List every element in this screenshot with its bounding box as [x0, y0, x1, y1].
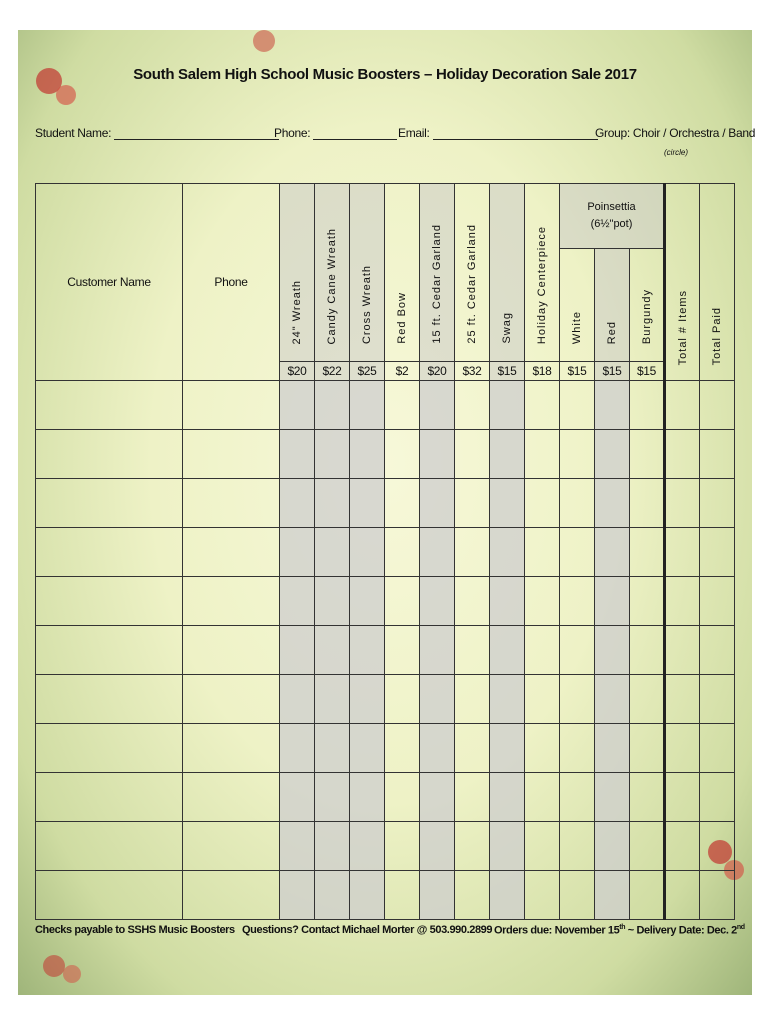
item-qty-cell[interactable] [525, 871, 560, 920]
item-qty-cell[interactable] [630, 577, 665, 626]
customer-name-cell[interactable] [36, 479, 183, 528]
item-qty-cell[interactable] [630, 773, 665, 822]
item-qty-cell[interactable] [525, 773, 560, 822]
total-items-cell[interactable] [665, 822, 700, 871]
item-qty-cell[interactable] [385, 773, 420, 822]
item-qty-cell[interactable] [595, 871, 630, 920]
student-name-label: Student Name: [35, 126, 112, 140]
item-qty-cell[interactable] [315, 577, 350, 626]
customer-name-cell[interactable] [36, 430, 183, 479]
customer-name-cell[interactable] [36, 675, 183, 724]
phone-blank[interactable] [313, 126, 397, 140]
item-qty-cell[interactable] [595, 822, 630, 871]
item-qty-cell[interactable] [280, 675, 315, 724]
item-qty-cell[interactable] [560, 822, 595, 871]
orders-due-note: Orders due: November 15th ~ Delivery Date: Dec. 2nd [494, 924, 745, 937]
item-header-swag: Swag [490, 184, 525, 362]
table-row [36, 773, 735, 822]
item-qty-cell[interactable] [350, 479, 385, 528]
total-items-cell[interactable] [665, 479, 700, 528]
item-qty-cell[interactable] [350, 773, 385, 822]
item-qty-cell[interactable] [595, 577, 630, 626]
customer-name-cell[interactable] [36, 577, 183, 626]
order-table [35, 183, 735, 920]
item-qty-cell[interactable] [420, 675, 455, 724]
item-qty-cell[interactable] [490, 479, 525, 528]
page-title: South Salem High School Music Boosters – Holiday Decoration Sale 2017 [133, 66, 637, 83]
total-paid-cell[interactable] [700, 430, 735, 479]
item-qty-cell[interactable] [280, 822, 315, 871]
item-qty-cell[interactable] [560, 773, 595, 822]
item-qty-cell[interactable] [315, 871, 350, 920]
customer-phone-cell[interactable] [183, 871, 280, 920]
item-qty-cell[interactable] [595, 724, 630, 773]
customer-name-cell[interactable] [36, 724, 183, 773]
item-qty-cell[interactable] [490, 577, 525, 626]
total-items-cell[interactable] [665, 675, 700, 724]
item-qty-cell[interactable] [525, 430, 560, 479]
holly-berry-decoration [63, 965, 81, 983]
customer-name-cell[interactable] [36, 381, 183, 430]
item-qty-cell[interactable] [560, 381, 595, 430]
item-qty-cell[interactable] [490, 773, 525, 822]
poinsettia-subtitle: (6½"pot) [590, 218, 633, 230]
phone-header: Phone [183, 184, 280, 381]
item-qty-cell[interactable] [455, 822, 490, 871]
total-paid-cell[interactable] [700, 381, 735, 430]
item-qty-cell[interactable] [315, 675, 350, 724]
total-items-cell[interactable] [665, 381, 700, 430]
total-items-cell[interactable] [665, 577, 700, 626]
item-qty-cell[interactable] [490, 724, 525, 773]
student-name-blank[interactable] [114, 126, 279, 140]
price-poinsettia-red: $15 [595, 362, 630, 381]
item-qty-cell[interactable] [630, 822, 665, 871]
item-qty-cell[interactable] [385, 724, 420, 773]
item-qty-cell[interactable] [595, 626, 630, 675]
item-qty-cell[interactable] [350, 822, 385, 871]
item-qty-cell[interactable] [595, 675, 630, 724]
email-field[interactable] [398, 126, 598, 140]
item-qty-cell[interactable] [420, 479, 455, 528]
item-qty-cell[interactable] [490, 822, 525, 871]
total-paid-cell[interactable] [700, 871, 735, 920]
item-qty-cell[interactable] [595, 528, 630, 577]
item-qty-cell[interactable] [280, 626, 315, 675]
total-items-cell[interactable] [665, 773, 700, 822]
item-qty-cell[interactable] [385, 577, 420, 626]
holly-berry-decoration [56, 85, 76, 105]
phone-label: Phone: [274, 126, 311, 140]
table-row [36, 626, 735, 675]
item-qty-cell[interactable] [455, 773, 490, 822]
customer-name-cell[interactable] [36, 822, 183, 871]
item-qty-cell[interactable] [385, 626, 420, 675]
item-header-cedar-garland-25: 25 ft. Cedar Garland [455, 184, 490, 362]
item-qty-cell[interactable] [455, 577, 490, 626]
item-qty-cell[interactable] [630, 479, 665, 528]
item-qty-cell[interactable] [490, 626, 525, 675]
item-qty-cell[interactable] [630, 871, 665, 920]
email-blank[interactable] [433, 126, 598, 140]
item-qty-cell[interactable] [455, 871, 490, 920]
total-paid-cell[interactable] [700, 479, 735, 528]
total-paid-cell[interactable] [700, 577, 735, 626]
item-qty-cell[interactable] [350, 724, 385, 773]
item-qty-cell[interactable] [455, 479, 490, 528]
item-qty-cell[interactable] [595, 479, 630, 528]
item-qty-cell[interactable] [420, 724, 455, 773]
customer-phone-cell[interactable] [183, 675, 280, 724]
item-qty-cell[interactable] [560, 528, 595, 577]
item-qty-cell[interactable] [630, 430, 665, 479]
item-qty-cell[interactable] [420, 430, 455, 479]
item-qty-cell[interactable] [315, 822, 350, 871]
item-qty-cell[interactable] [455, 675, 490, 724]
item-qty-cell[interactable] [350, 528, 385, 577]
item-qty-cell[interactable] [315, 381, 350, 430]
item-qty-cell[interactable] [455, 626, 490, 675]
item-qty-cell[interactable] [630, 528, 665, 577]
price-swag: $15 [490, 362, 525, 381]
item-qty-cell[interactable] [280, 773, 315, 822]
total-paid-cell[interactable] [700, 528, 735, 577]
order-rows [36, 381, 735, 920]
item-header-candy-cane-wreath: Candy Cane Wreath [315, 184, 350, 362]
item-qty-cell[interactable] [560, 626, 595, 675]
poinsettia-white-header: White [560, 249, 595, 362]
item-qty-cell[interactable] [385, 871, 420, 920]
item-qty-cell[interactable] [280, 479, 315, 528]
item-qty-cell[interactable] [525, 479, 560, 528]
customer-name-cell[interactable] [36, 871, 183, 920]
price-cedar-garland-25: $32 [455, 362, 490, 381]
item-qty-cell[interactable] [385, 675, 420, 724]
table-row [36, 479, 735, 528]
poinsettia-title: Poinsettia [587, 201, 636, 213]
item-qty-cell[interactable] [560, 479, 595, 528]
item-qty-cell[interactable] [385, 381, 420, 430]
customer-phone-cell[interactable] [183, 626, 280, 675]
holly-berry-decoration [43, 955, 65, 977]
poinsettia-red-header: Red [595, 249, 630, 362]
item-qty-cell[interactable] [525, 626, 560, 675]
price-wreath-24: $20 [280, 362, 315, 381]
item-qty-cell[interactable] [525, 675, 560, 724]
item-qty-cell[interactable] [385, 479, 420, 528]
item-qty-cell[interactable] [525, 577, 560, 626]
customer-phone-cell[interactable] [183, 528, 280, 577]
price-cross-wreath: $25 [350, 362, 385, 381]
price-red-bow: $2 [385, 362, 420, 381]
customer-name-cell[interactable] [36, 626, 183, 675]
price-poinsettia-burgundy: $15 [630, 362, 665, 381]
item-qty-cell[interactable] [350, 381, 385, 430]
item-qty-cell[interactable] [280, 724, 315, 773]
customer-phone-cell[interactable] [183, 822, 280, 871]
item-header-cross-wreath: Cross Wreath [350, 184, 385, 362]
item-qty-cell[interactable] [350, 577, 385, 626]
item-qty-cell[interactable] [315, 430, 350, 479]
item-qty-cell[interactable] [385, 528, 420, 577]
item-qty-cell[interactable] [490, 871, 525, 920]
table-row [36, 430, 735, 479]
total-items-cell[interactable] [665, 871, 700, 920]
item-qty-cell[interactable] [385, 430, 420, 479]
item-qty-cell[interactable] [525, 822, 560, 871]
item-qty-cell[interactable] [455, 528, 490, 577]
item-qty-cell[interactable] [560, 577, 595, 626]
total-paid-cell[interactable] [700, 626, 735, 675]
item-qty-cell[interactable] [315, 773, 350, 822]
student-name-field[interactable] [35, 126, 279, 140]
item-qty-cell[interactable] [595, 381, 630, 430]
item-qty-cell[interactable] [315, 626, 350, 675]
item-qty-cell[interactable] [420, 822, 455, 871]
total-paid-cell[interactable] [700, 724, 735, 773]
total-paid-cell[interactable] [700, 822, 735, 871]
table-row [36, 528, 735, 577]
customer-phone-cell[interactable] [183, 577, 280, 626]
table-row [36, 871, 735, 920]
item-qty-cell[interactable] [560, 430, 595, 479]
table-row [36, 675, 735, 724]
item-qty-cell[interactable] [280, 871, 315, 920]
item-qty-cell[interactable] [420, 626, 455, 675]
total-items-cell[interactable] [665, 724, 700, 773]
item-qty-cell[interactable] [525, 528, 560, 577]
item-qty-cell[interactable] [315, 528, 350, 577]
item-qty-cell[interactable] [280, 381, 315, 430]
item-qty-cell[interactable] [490, 675, 525, 724]
table-row [36, 724, 735, 773]
item-qty-cell[interactable] [385, 822, 420, 871]
item-qty-cell[interactable] [455, 724, 490, 773]
item-qty-cell[interactable] [315, 479, 350, 528]
holly-berry-decoration [253, 30, 275, 52]
customer-phone-cell[interactable] [183, 724, 280, 773]
item-qty-cell[interactable] [420, 528, 455, 577]
item-qty-cell[interactable] [420, 773, 455, 822]
item-qty-cell[interactable] [420, 381, 455, 430]
table-row [36, 822, 735, 871]
group-label[interactable]: Group: Choir / Orchestra / Band [595, 126, 756, 140]
total-paid-cell[interactable] [700, 773, 735, 822]
item-qty-cell[interactable] [455, 430, 490, 479]
customer-name-cell[interactable] [36, 773, 183, 822]
item-qty-cell[interactable] [455, 381, 490, 430]
item-qty-cell[interactable] [595, 773, 630, 822]
phone-field[interactable] [274, 126, 397, 140]
item-qty-cell[interactable] [595, 430, 630, 479]
item-qty-cell[interactable] [630, 381, 665, 430]
circle-note: (circle) [664, 148, 688, 157]
poinsettia-header [560, 184, 665, 249]
total-items-cell[interactable] [665, 626, 700, 675]
customer-phone-cell[interactable] [183, 479, 280, 528]
item-qty-cell[interactable] [630, 626, 665, 675]
item-qty-cell[interactable] [350, 675, 385, 724]
item-qty-cell[interactable] [525, 381, 560, 430]
item-qty-cell[interactable] [280, 430, 315, 479]
item-qty-cell[interactable] [420, 871, 455, 920]
item-qty-cell[interactable] [350, 430, 385, 479]
total-items-cell[interactable] [665, 528, 700, 577]
customer-phone-cell[interactable] [183, 773, 280, 822]
item-qty-cell[interactable] [420, 577, 455, 626]
customer-name-header: Customer Name [36, 184, 183, 381]
total-items-header: Total # Items [665, 184, 700, 381]
price-cedar-garland-15: $20 [420, 362, 455, 381]
item-qty-cell[interactable] [630, 724, 665, 773]
price-holiday-centerpiece: $18 [525, 362, 560, 381]
item-qty-cell[interactable] [630, 675, 665, 724]
item-qty-cell[interactable] [490, 381, 525, 430]
table-row [36, 381, 735, 430]
item-qty-cell[interactable] [350, 626, 385, 675]
item-qty-cell[interactable] [490, 528, 525, 577]
item-qty-cell[interactable] [560, 871, 595, 920]
total-paid-cell[interactable] [700, 675, 735, 724]
table-row [36, 577, 735, 626]
item-qty-cell[interactable] [280, 577, 315, 626]
item-header-red-bow: Red Bow [385, 184, 420, 362]
total-paid-header: Total Paid [700, 184, 735, 381]
email-label: Email: [398, 126, 430, 140]
customer-name-cell[interactable] [36, 528, 183, 577]
price-poinsettia-white: $15 [560, 362, 595, 381]
item-qty-cell[interactable] [560, 675, 595, 724]
item-header-wreath-24: 24" Wreath [280, 184, 315, 362]
poinsettia-burgundy-header: Burgundy [630, 249, 665, 362]
item-qty-cell[interactable] [525, 724, 560, 773]
item-qty-cell[interactable] [560, 724, 595, 773]
questions-contact-note: Questions? Contact Michael Morter @ 503.990.2899 [242, 924, 493, 936]
item-qty-cell[interactable] [490, 430, 525, 479]
customer-phone-cell[interactable] [183, 430, 280, 479]
item-qty-cell[interactable] [315, 724, 350, 773]
item-qty-cell[interactable] [350, 871, 385, 920]
checks-payable-note: Checks payable to SSHS Music Boosters [35, 924, 235, 936]
item-qty-cell[interactable] [280, 528, 315, 577]
total-items-cell[interactable] [665, 430, 700, 479]
customer-phone-cell[interactable] [183, 381, 280, 430]
item-header-holiday-centerpiece: Holiday Centerpiece [525, 184, 560, 362]
item-header-cedar-garland-15: 15 ft. Cedar Garland [420, 184, 455, 362]
price-candy-cane-wreath: $22 [315, 362, 350, 381]
